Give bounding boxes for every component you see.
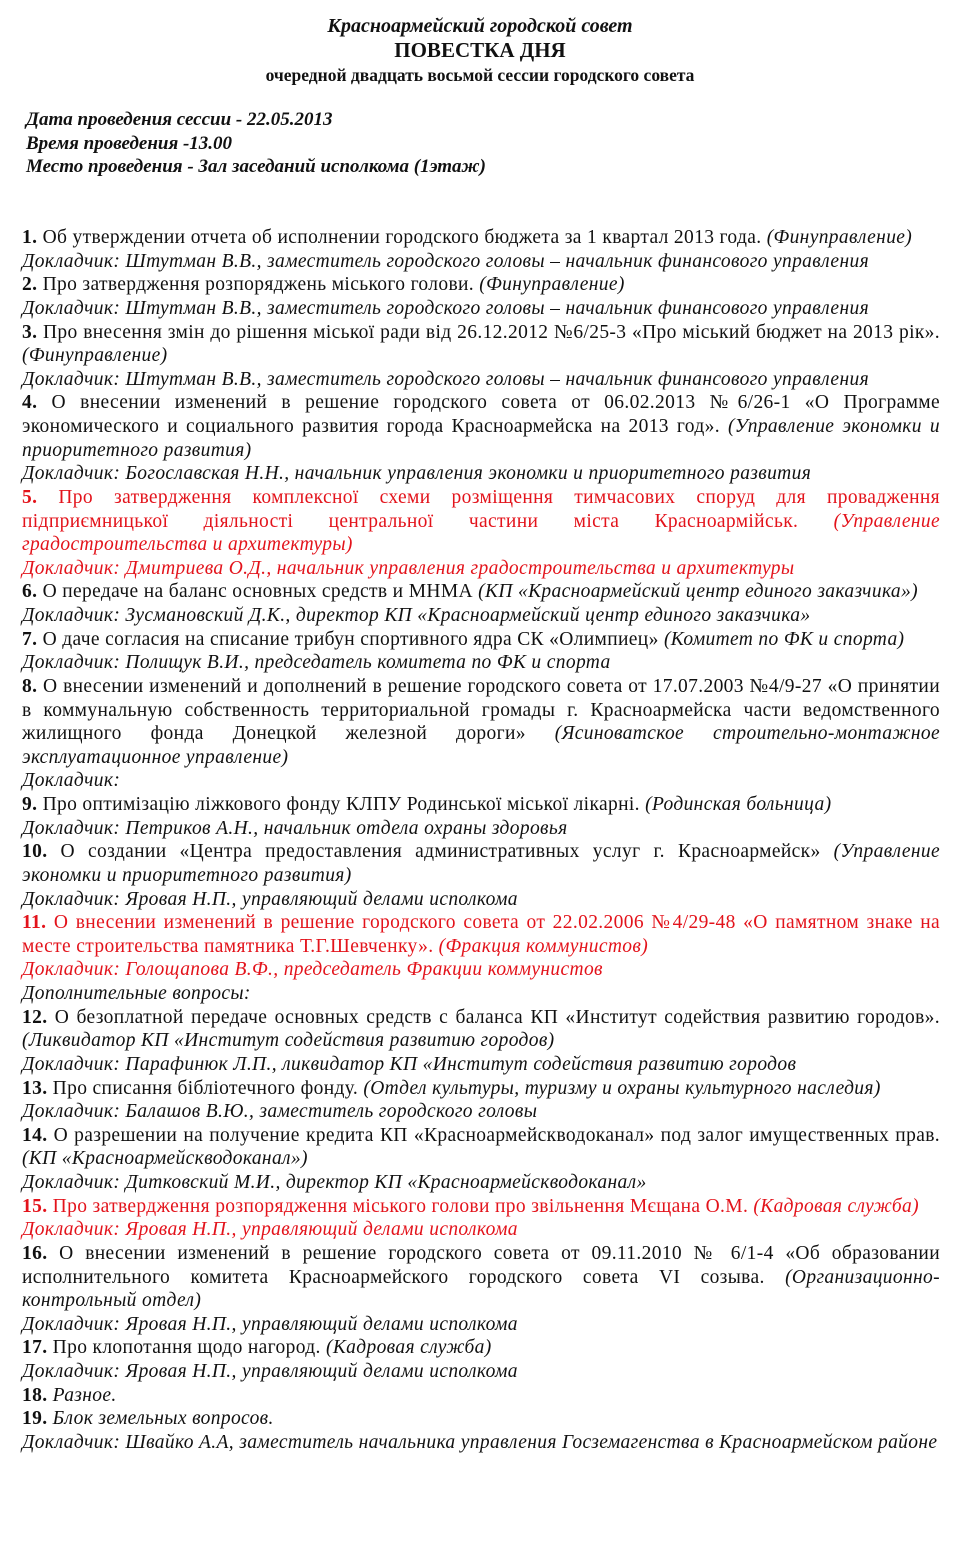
agenda-item: [22, 628, 940, 675]
item-title: Про затвердження розпоряджень міського голови.: [42, 274, 475, 296]
item-title: Про затвердження комплексної схеми розміщення тимчасових споруд для провадження підприємницької діяльності центральної частини міста Красноармійськ.: [22, 486, 941, 532]
item-department: (Комитет по ФК и спорта): [663, 628, 905, 650]
item-speaker: Докладчик: Яровая Н.П., управляющий делами исполкома: [22, 1219, 518, 1241]
item-title: Про клопотання щодо нагород.: [52, 1337, 321, 1359]
agenda-item-text: [22, 1384, 940, 1408]
item-number: 19.: [22, 1408, 48, 1430]
item-speaker: Докладчик: Яровая Н.П., управляющий делами исполкома: [22, 888, 518, 910]
item-number: 6.: [22, 581, 38, 603]
agenda-list: [22, 226, 940, 1455]
item-department: (Ликвидатор КП «Институт содействия развитию городов): [22, 1030, 555, 1052]
council-name: Красноармейский городской совет: [327, 15, 633, 37]
item-number: 18.: [22, 1384, 48, 1406]
item-speaker: Докладчик: Яровая Н.П., управляющий делами исполкома: [22, 1313, 518, 1335]
agenda-item: [22, 391, 940, 486]
item-speaker: Докладчик:: [22, 770, 121, 792]
item-department: (Финуправление): [766, 227, 913, 248]
item-department: (Родинская больница): [645, 794, 832, 815]
item-department: (Ясиноватское строительно-монтажное эксплуатационное управление): [22, 723, 940, 768]
agenda-item-text: [22, 273, 940, 297]
agenda-item-text: [22, 1407, 940, 1431]
agenda-item-text: [22, 1195, 940, 1219]
item-department: (Управление градостроительства и архитектуры): [22, 510, 940, 556]
agenda-item: [22, 840, 940, 911]
agenda-item: [22, 1242, 940, 1337]
item-speaker: Докладчик: Петриков А.Н., начальник отдела охраны здоровья: [22, 817, 568, 839]
agenda-item: [22, 1124, 940, 1195]
item-title: Про списання бібліотечного фонду.: [52, 1077, 359, 1099]
item-number: 12.: [22, 1006, 48, 1028]
item-title: Про затвердження розпорядження міського голови про звільнення Мєщана О.М.: [52, 1195, 749, 1217]
item-speaker: Докладчик: Богославская Н.Н., начальник управления экономки и приоритетного развития: [22, 463, 812, 485]
agenda-item-text: [22, 391, 940, 462]
item-number: 10.: [22, 841, 48, 863]
item-title: О внесении изменений и дополнений в решение городского совета от 17.07.2003 №4/9-27 «О принятии в коммунальную собственность территориальной громады г. Красноармейска части ведомственного жилищного фонда Донецкой железной дороги»: [22, 675, 940, 745]
session-meta: [26, 108, 486, 179]
item-number: 1.: [22, 227, 38, 248]
item-title: О создании «Центра предоставления административных услуг г. Красноармейск»: [60, 841, 821, 863]
agenda-item-text: [22, 1242, 940, 1313]
document-title: ПОВЕСТКА ДНЯ: [394, 38, 566, 62]
agenda-item: [22, 1195, 940, 1242]
agenda-item: [22, 1336, 940, 1383]
agenda-item-text: [22, 675, 940, 770]
agenda-item: [22, 911, 940, 982]
item-department: (Кадровая служба): [326, 1337, 492, 1359]
agenda-item-text: [22, 1336, 940, 1360]
item-number: 5.: [22, 486, 38, 508]
item-number: 8.: [22, 675, 38, 697]
session-time: Время проведения -13.00: [26, 132, 233, 154]
item-department: Разное.: [52, 1384, 117, 1406]
item-speaker: Докладчик: Швайко А.А, заместитель начальника управления Госземагенства в Красноармейском районе: [22, 1431, 938, 1453]
agenda-item-text: [22, 1006, 940, 1053]
item-speaker: Докладчик: Дитковский М.И., директор КП «Красноармейскводоканал»: [22, 1172, 647, 1193]
agenda-item: [22, 793, 940, 840]
item-speaker: Докладчик: Голощапова В.Ф., председатель Фракции коммунистов: [22, 959, 603, 981]
agenda-item-text: [22, 628, 940, 652]
additional-questions-label: Дополнительные вопросы:: [22, 983, 251, 1004]
item-title: Об утверждении отчета об исполнении городского бюджета за 1 квартал 2013 года.: [42, 227, 762, 248]
item-department: (КП «Красноармейскводоканал»): [22, 1148, 308, 1170]
agenda-item: [22, 486, 940, 581]
item-speaker: Докладчик: Дмитриева О.Д., начальник управления градостроительства и архитектуры: [22, 557, 795, 579]
session-date: Дата проведения сессии - 22.05.2013: [26, 109, 333, 130]
item-speaker: Докладчик: Балашов В.Ю., заместитель городского головы: [22, 1101, 538, 1123]
item-speaker: Докладчик: Штутман В.В., заместитель городского головы – начальник финансового управления: [22, 297, 869, 319]
agenda-item: [22, 321, 940, 392]
item-number: 3.: [22, 321, 38, 343]
item-title: О внесении изменений в решение городского совета от 09.11.2010 № 6/1-4 «Об образовании исполнительного комитета Красноармейского городского совета VI созыва.: [22, 1242, 940, 1288]
agenda-item: [22, 1077, 940, 1124]
item-department: (Фракция коммунистов): [438, 935, 649, 957]
agenda-item-text: [22, 1077, 940, 1101]
agenda-item: [22, 1384, 940, 1408]
item-department: (КП «Красноармейский центр единого заказчика»): [478, 581, 918, 603]
item-speaker: Докладчик: Яровая Н.П., управляющий делами исполкома: [22, 1361, 518, 1382]
item-department: (Отдел культуры, туризму и охраны культурного наследия): [363, 1077, 881, 1099]
item-title: Про оптимізацію ліжкового фонду КЛПУ Родинської міської лікарні.: [42, 794, 640, 815]
item-speaker: Докладчик: Парафинюк Л.П., ликвидатор КП «Институт содействия развитию городов: [22, 1053, 797, 1075]
item-number: 7.: [22, 628, 38, 650]
item-title: О даче согласия на списание трибун спортивного ядра СК «Олимпиец»: [42, 628, 659, 650]
agenda-item: [22, 1407, 940, 1454]
item-title: О внесении изменений в решение городского совета от 06.02.2013 №6/26-1 «О Программе экономического и социального развития города Красноармейска на 2013 год».: [22, 392, 940, 437]
agenda-item-text: [22, 321, 940, 368]
item-number: 9.: [22, 794, 38, 815]
item-department: (Финуправление): [479, 274, 625, 296]
agenda-item-text: [22, 840, 940, 887]
item-department: (Управление экономки и приоритетного развития): [22, 416, 940, 461]
item-number: 11.: [22, 912, 47, 934]
item-number: 2.: [22, 274, 38, 296]
item-title: О передаче на баланс основных средств и МНМА: [42, 581, 473, 603]
agenda-item-text: [22, 486, 940, 557]
item-title: О внесении изменений в решение городского совета от 22.02.2006 №4/29-48 «О памятном знаке на месте строительства памятника Т.Г.Шевченку».: [22, 912, 940, 957]
item-department: (Финуправление): [22, 345, 168, 367]
agenda-item-text: [22, 580, 940, 604]
item-number: 4.: [22, 392, 38, 414]
item-title: Про внесення змін до рішення міської ради від 26.12.2012 №6/25-3 «Про міський бюджет на 2013 рік».: [42, 321, 940, 343]
document-subtitle: очередной двадцать восьмой сессии городского совета: [265, 65, 695, 85]
item-number: 16.: [22, 1242, 48, 1264]
agenda-item-text: [22, 911, 940, 958]
item-speaker: Докладчик: Штутман В.В., заместитель городского головы – начальник финансового управления: [22, 368, 869, 390]
item-number: 14.: [22, 1124, 48, 1146]
agenda-item-text: [22, 793, 940, 817]
item-title: О безоплатной передаче основных средств с баланса КП «Институт содействия развитию городов».: [54, 1006, 940, 1028]
item-number: 15.: [22, 1195, 48, 1217]
agenda-item: [22, 580, 940, 627]
item-number: 17.: [22, 1337, 48, 1359]
agenda-item-text: [22, 1124, 940, 1171]
item-speaker: Докладчик: Штутман В.В., заместитель городского головы – начальник финансового управления: [22, 250, 869, 272]
agenda-item: [22, 1006, 940, 1077]
item-speaker: Докладчик: Зусмановский Д.К., директор КП «Красноармейский центр единого заказчика»: [22, 605, 811, 626]
agenda-item: [22, 226, 940, 273]
agenda-item: [22, 675, 940, 793]
item-title: О разрешении на получение кредита КП «Красноармейскводоканал» под залог имущественных прав.: [53, 1124, 940, 1146]
item-department: (Управление экономки и приоритетного развития): [22, 841, 941, 886]
item-department: (Кадровая служба): [753, 1195, 919, 1217]
item-department: Блок земельных вопросов.: [52, 1408, 274, 1430]
session-place: Место проведения - Зал заседаний исполкома (1этаж): [26, 156, 486, 177]
agenda-item-text: [22, 226, 940, 250]
item-number: 13.: [22, 1077, 48, 1099]
item-speaker: Докладчик: Полищук В.И., председатель комитета по ФК и спорта: [22, 652, 611, 674]
agenda-item: [22, 273, 940, 320]
item-department: (Организационно-контрольный отдел): [22, 1266, 940, 1312]
